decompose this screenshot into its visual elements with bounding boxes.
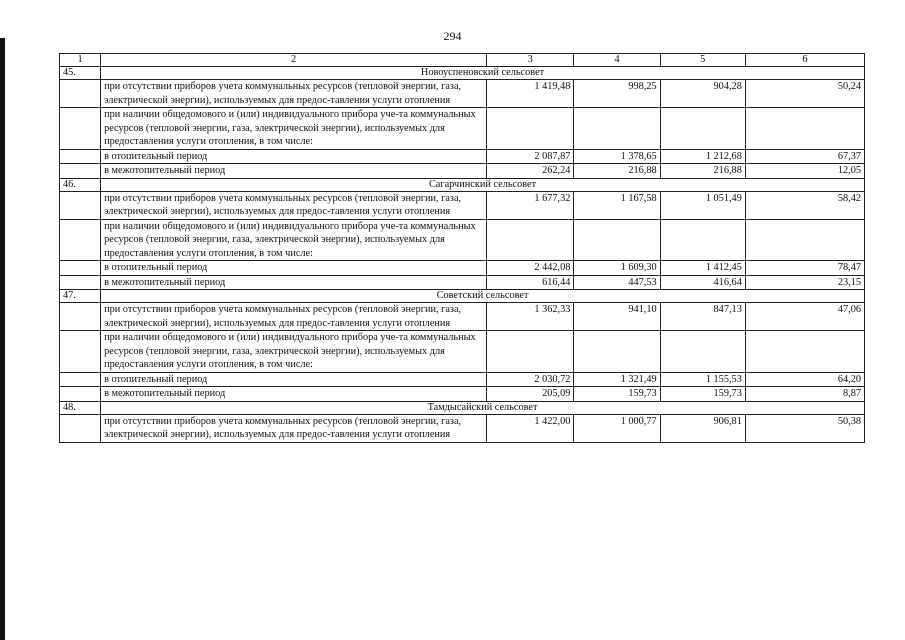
value-col-4: 1 000,77 bbox=[574, 414, 660, 442]
table-row bbox=[60, 372, 865, 387]
section-number: 46. bbox=[60, 178, 101, 191]
value-col-5: 904,28 bbox=[660, 80, 745, 108]
row-number-cell bbox=[60, 261, 101, 276]
value-col-5: 1 051,49 bbox=[660, 191, 745, 219]
column-header: 6 bbox=[745, 54, 864, 67]
column-header: 3 bbox=[487, 54, 574, 67]
value-col-3: 2 030,72 bbox=[487, 372, 574, 387]
value-col-3 bbox=[487, 331, 574, 373]
value-col-3: 1 422,00 bbox=[487, 414, 574, 442]
value-col-3: 2 087,87 bbox=[487, 149, 574, 164]
column-number-row bbox=[60, 54, 865, 67]
section-header-row bbox=[60, 401, 865, 414]
row-description: в отопительный период bbox=[101, 372, 487, 387]
row-description: при отсутствии приборов учета коммунальных ресурсов (тепловой энергии, газа, электрической энергии), используемых для предос-тавления услуги отопления bbox=[101, 303, 487, 331]
value-col-5 bbox=[660, 331, 745, 373]
value-col-5: 906,81 bbox=[660, 414, 745, 442]
value-col-3: 262,24 bbox=[487, 164, 574, 179]
value-col-4 bbox=[574, 219, 660, 261]
row-description: при отсутствии приборов учета коммунальных ресурсов (тепловой энергии, газа, электрической энергии), используемых для предос-тавления услуги отопления bbox=[101, 191, 487, 219]
section-number: 48. bbox=[60, 401, 101, 414]
row-number-cell bbox=[60, 149, 101, 164]
value-col-5 bbox=[660, 219, 745, 261]
row-description: в отопительный период bbox=[101, 149, 487, 164]
value-col-4: 1 609,30 bbox=[574, 261, 660, 276]
section-name: Тамдысайский сельсовет bbox=[101, 401, 865, 414]
row-number-cell bbox=[60, 331, 101, 373]
section-name: Советский сельсовет bbox=[101, 290, 865, 303]
value-col-3 bbox=[487, 108, 574, 150]
value-col-4 bbox=[574, 108, 660, 150]
value-col-3: 616,44 bbox=[487, 275, 574, 290]
row-number-cell bbox=[60, 191, 101, 219]
value-col-6: 12,05 bbox=[745, 164, 864, 179]
row-description: при отсутствии приборов учета коммунальных ресурсов (тепловой энергии, газа, электрической энергии), используемых для предос-тавления услуги отопления bbox=[101, 80, 487, 108]
section-number: 45. bbox=[60, 67, 101, 80]
table-row bbox=[60, 108, 865, 150]
tariff-table bbox=[59, 53, 865, 443]
row-description: в межотопительный период bbox=[101, 387, 487, 402]
value-col-4: 1 378,65 bbox=[574, 149, 660, 164]
value-col-6: 50,24 bbox=[745, 80, 864, 108]
value-col-6: 23,15 bbox=[745, 275, 864, 290]
section-number: 47. bbox=[60, 290, 101, 303]
section-header-row bbox=[60, 178, 865, 191]
row-number-cell bbox=[60, 80, 101, 108]
value-col-5: 1 155,53 bbox=[660, 372, 745, 387]
value-col-5: 216,88 bbox=[660, 164, 745, 179]
section-name: Новоуспеновский сельсовет bbox=[101, 67, 865, 80]
value-col-6: 64,20 bbox=[745, 372, 864, 387]
value-col-6: 47,06 bbox=[745, 303, 864, 331]
column-header: 4 bbox=[574, 54, 660, 67]
table-row bbox=[60, 191, 865, 219]
row-number-cell bbox=[60, 275, 101, 290]
value-col-4: 159,73 bbox=[574, 387, 660, 402]
table-row bbox=[60, 331, 865, 373]
value-col-6: 67,37 bbox=[745, 149, 864, 164]
table-row bbox=[60, 303, 865, 331]
value-col-6 bbox=[745, 108, 864, 150]
table-row bbox=[60, 80, 865, 108]
value-col-4: 447,53 bbox=[574, 275, 660, 290]
value-col-5: 847,13 bbox=[660, 303, 745, 331]
row-description: в межотопительный период bbox=[101, 275, 487, 290]
table-row bbox=[60, 387, 865, 402]
value-col-3: 2 442,08 bbox=[487, 261, 574, 276]
value-col-3 bbox=[487, 219, 574, 261]
value-col-5: 1 212,68 bbox=[660, 149, 745, 164]
value-col-4: 941,10 bbox=[574, 303, 660, 331]
value-col-3: 1 362,33 bbox=[487, 303, 574, 331]
value-col-4: 1 321,49 bbox=[574, 372, 660, 387]
value-col-4 bbox=[574, 331, 660, 373]
section-name: Сагарчинский сельсовет bbox=[101, 178, 865, 191]
value-col-6: 8,87 bbox=[745, 387, 864, 402]
value-col-6: 58,42 bbox=[745, 191, 864, 219]
value-col-5: 1 412,45 bbox=[660, 261, 745, 276]
row-description: при наличии общедомового и (или) индивидуального прибора уче-та коммунальных ресурсов (тепловой энергии, газа, электрической энергии), используемых для предоставления услуги отопления, в том числе: bbox=[101, 108, 487, 150]
value-col-6 bbox=[745, 331, 864, 373]
page-edge-bar bbox=[0, 38, 5, 640]
row-number-cell bbox=[60, 303, 101, 331]
row-description: в отопительный период bbox=[101, 261, 487, 276]
page-number: 294 bbox=[443, 29, 462, 43]
value-col-4: 216,88 bbox=[574, 164, 660, 179]
section-header-row bbox=[60, 290, 865, 303]
row-number-cell bbox=[60, 164, 101, 179]
value-col-3: 1 419,48 bbox=[487, 80, 574, 108]
row-number-cell bbox=[60, 387, 101, 402]
value-col-3: 1 677,32 bbox=[487, 191, 574, 219]
row-number-cell bbox=[60, 219, 101, 261]
value-col-5: 159,73 bbox=[660, 387, 745, 402]
value-col-4: 1 167,58 bbox=[574, 191, 660, 219]
row-number-cell bbox=[60, 108, 101, 150]
table-row bbox=[60, 219, 865, 261]
table-row bbox=[60, 414, 865, 442]
table-row bbox=[60, 164, 865, 179]
value-col-4: 998,25 bbox=[574, 80, 660, 108]
value-col-5 bbox=[660, 108, 745, 150]
row-number-cell bbox=[60, 414, 101, 442]
row-description: в межотопительный период bbox=[101, 164, 487, 179]
value-col-3: 205,09 bbox=[487, 387, 574, 402]
column-header: 2 bbox=[101, 54, 487, 67]
row-number-cell bbox=[60, 372, 101, 387]
value-col-6 bbox=[745, 219, 864, 261]
table-row bbox=[60, 261, 865, 276]
row-description: при наличии общедомового и (или) индивидуального прибора уче-та коммунальных ресурсов (тепловой энергии, газа, электрической энергии), используемых для предоставления услуги отопления, в том числе: bbox=[101, 219, 487, 261]
column-header: 1 bbox=[60, 54, 101, 67]
value-col-5: 416,64 bbox=[660, 275, 745, 290]
section-header-row bbox=[60, 67, 865, 80]
row-description: при наличии общедомового и (или) индивидуального прибора уче-та коммунальных ресурсов (тепловой энергии, газа, электрической энергии), используемых для предоставления услуги отопления, в том числе: bbox=[101, 331, 487, 373]
value-col-6: 50,38 bbox=[745, 414, 864, 442]
row-description: при отсутствии приборов учета коммунальных ресурсов (тепловой энергии, газа, электрической энергии), используемых для предос-тавления услуги отопления bbox=[101, 414, 487, 442]
value-col-6: 78,47 bbox=[745, 261, 864, 276]
column-header: 5 bbox=[660, 54, 745, 67]
table-row bbox=[60, 149, 865, 164]
table-row bbox=[60, 275, 865, 290]
